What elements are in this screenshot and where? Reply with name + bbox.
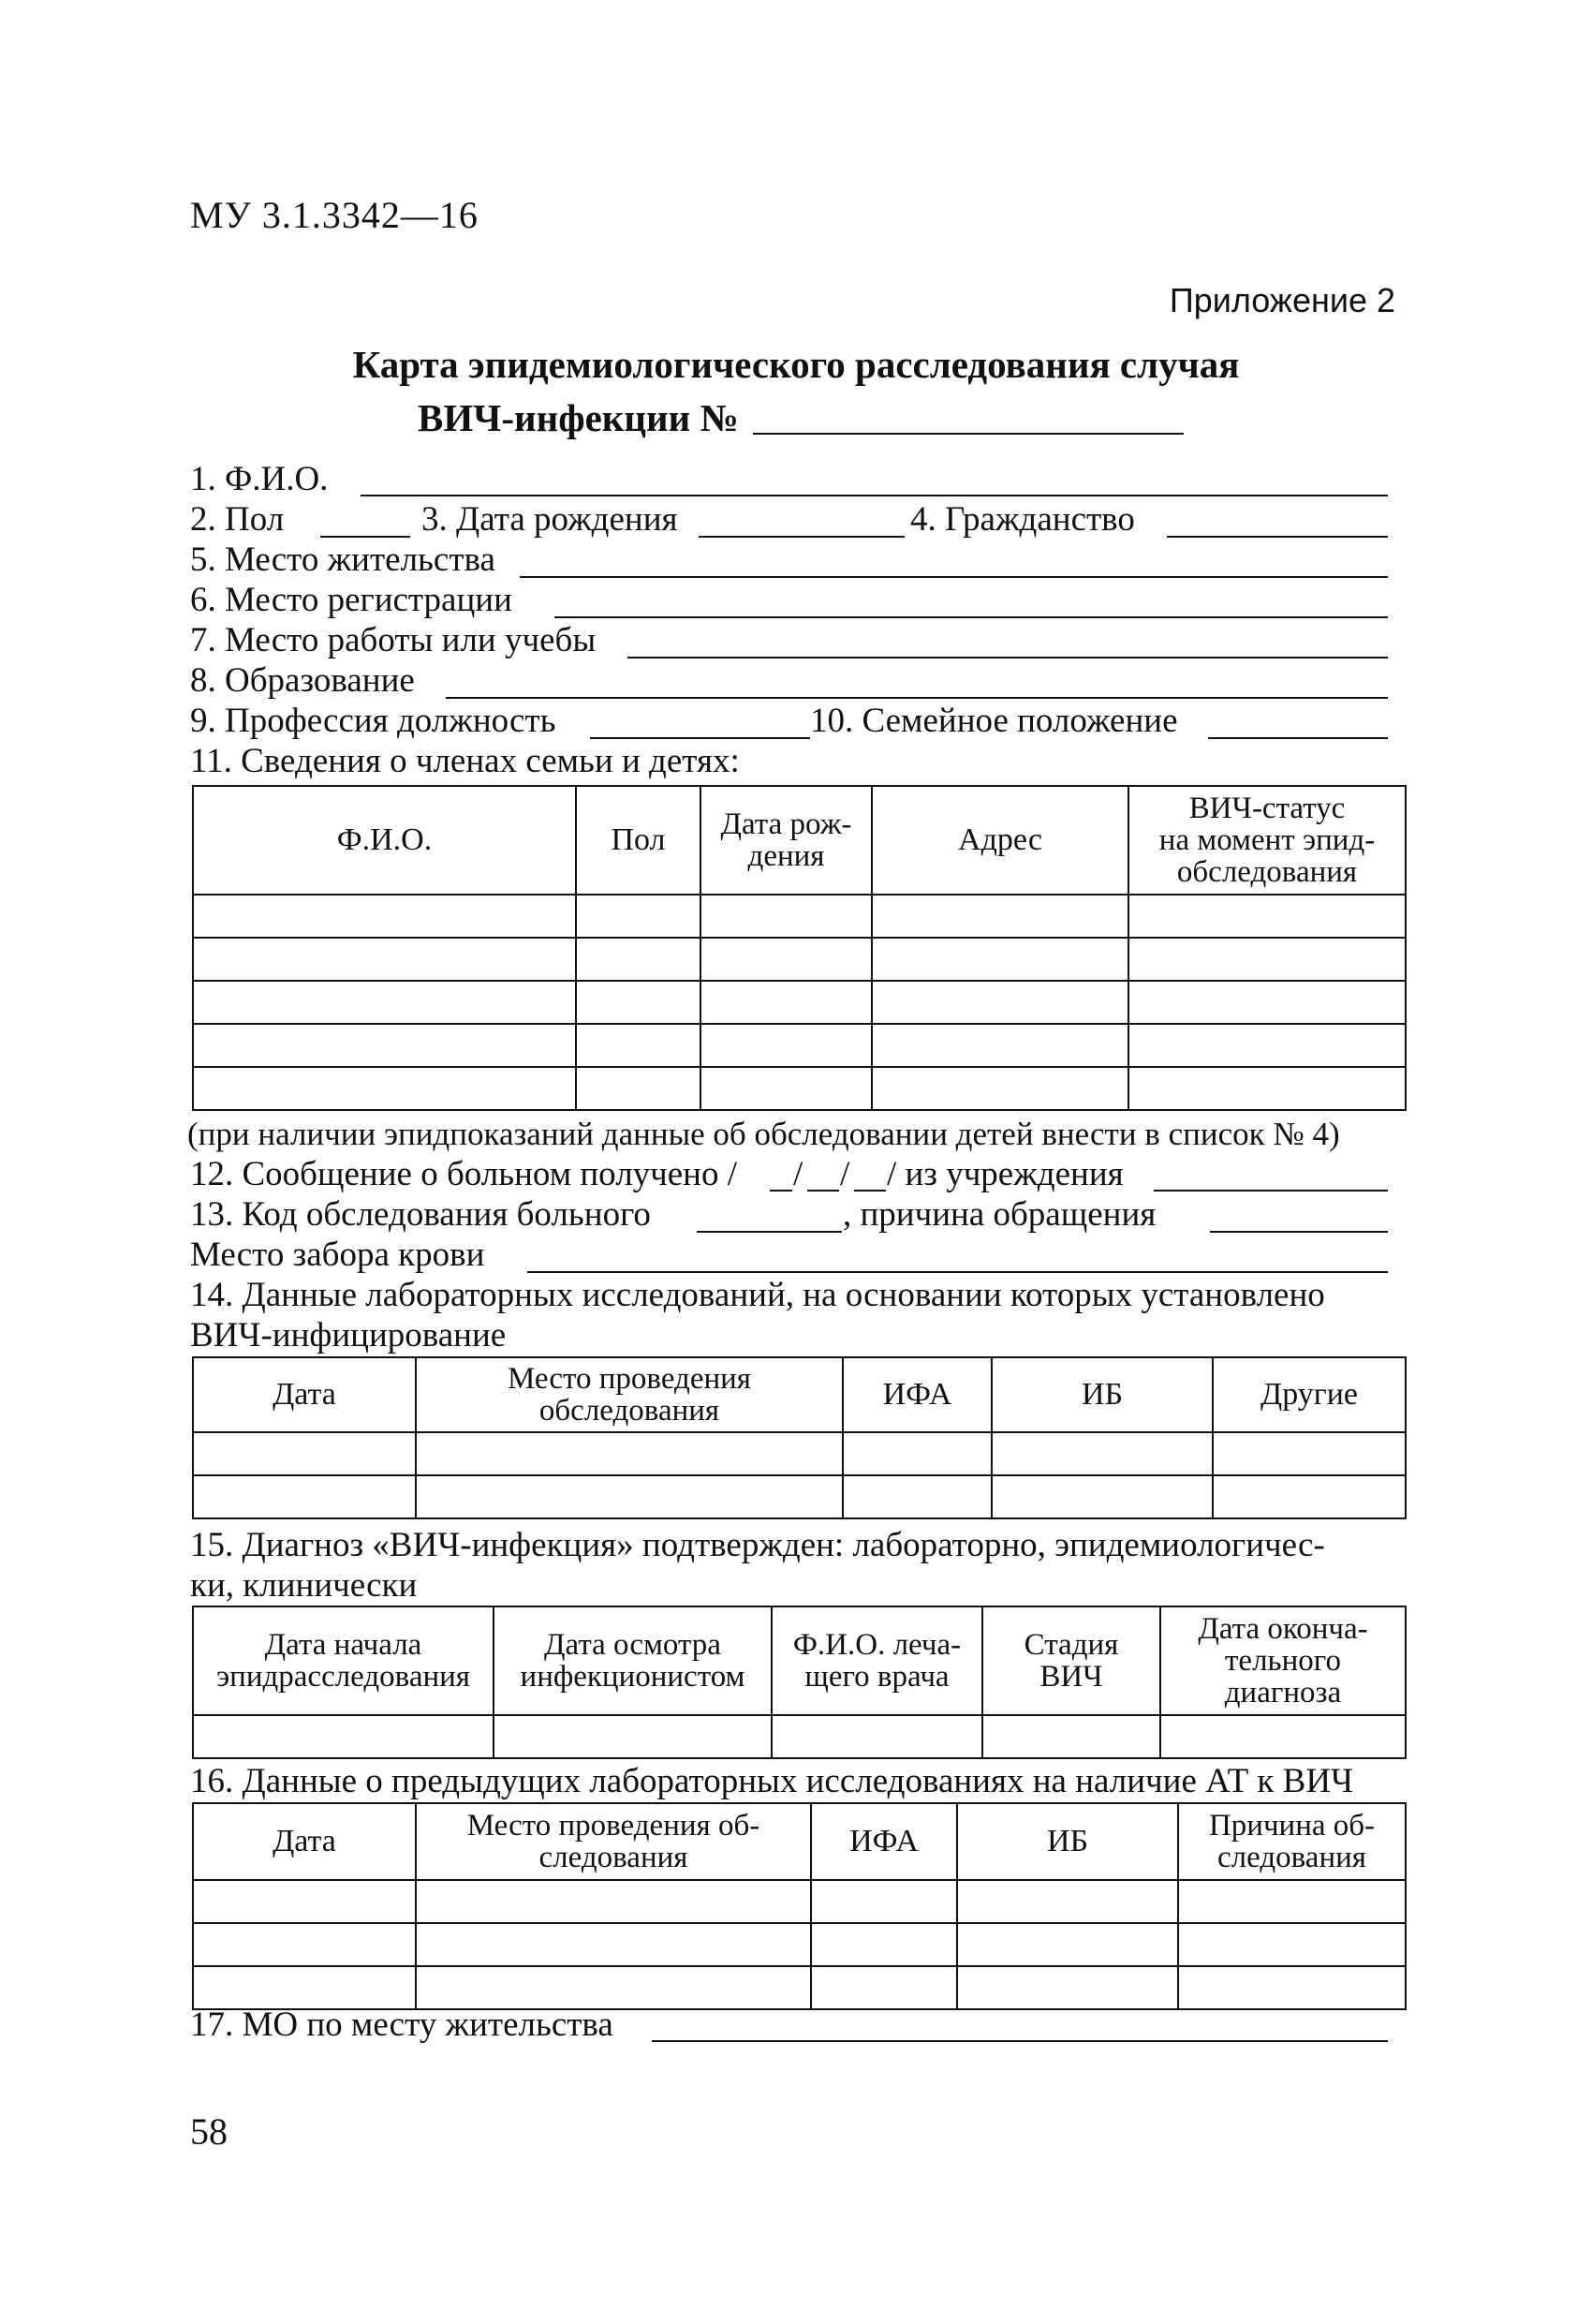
column-header: ИБ	[957, 1803, 1178, 1880]
field-label-family: 11. Сведения о членах семьи и детях:	[190, 742, 740, 780]
column-header	[1160, 1606, 1406, 1715]
registration-field[interactable]	[554, 616, 1388, 618]
family-table	[192, 785, 1407, 1111]
blood-site-field[interactable]	[527, 1271, 1388, 1273]
column-header-text: Дата оконча- тельного диагноза	[1198, 1612, 1368, 1710]
column-header-text: Стадия ВИЧ	[1024, 1628, 1119, 1694]
table-cell[interactable]	[576, 895, 700, 938]
field-label-registration: 6. Место регистрации	[190, 581, 512, 619]
field-label-report: 12. Сообщение о больном получено /	[190, 1155, 738, 1193]
page-number: 58	[190, 2110, 228, 2153]
form-title: Карта эпидемиологического расследования случая	[352, 343, 1240, 386]
column-header	[1178, 1803, 1406, 1880]
column-header: Дата	[193, 1357, 416, 1432]
table-cell[interactable]	[957, 1923, 1178, 1966]
table-cell[interactable]	[1128, 895, 1406, 938]
column-header	[700, 786, 872, 895]
table-cell[interactable]	[700, 938, 872, 981]
section-16-title: 16. Данные о предыдущих лабораторных исследованиях на наличие АТ к ВИЧ	[190, 1762, 1354, 1800]
table-row	[193, 981, 1406, 1024]
table-cell[interactable]	[700, 1067, 872, 1110]
table-cell[interactable]	[872, 1067, 1128, 1110]
table-cell[interactable]	[1213, 1432, 1406, 1475]
column-header-text: Ф.И.О. леча- щего врача	[792, 1628, 962, 1694]
table-cell[interactable]	[992, 1432, 1213, 1475]
column-header	[982, 1606, 1160, 1715]
education-field[interactable]	[446, 697, 1388, 699]
table-cell[interactable]	[416, 1966, 811, 2009]
table-cell[interactable]	[576, 981, 700, 1024]
table-cell[interactable]	[416, 1880, 811, 1923]
table-cell[interactable]	[1128, 938, 1406, 981]
table-cell[interactable]	[193, 895, 576, 938]
table-cell[interactable]	[700, 1024, 872, 1067]
column-header: ИФА	[843, 1357, 992, 1432]
table-row	[193, 1880, 1406, 1923]
appendix-label: Приложение 2	[1169, 281, 1395, 319]
field-label-reason: , причина обращения	[843, 1195, 1157, 1234]
citizenship-field[interactable]	[1167, 536, 1388, 538]
table-cell[interactable]	[193, 1880, 416, 1923]
exam-code-field[interactable]	[697, 1231, 842, 1233]
field-label-institution: / из учреждения	[887, 1155, 1124, 1193]
mo-field[interactable]	[652, 2040, 1388, 2042]
column-header: Дата	[193, 1803, 416, 1880]
column-header	[193, 1606, 494, 1715]
field-label-citizenship: 4. Гражданство	[910, 500, 1135, 539]
profession-field[interactable]	[590, 737, 810, 739]
column-header	[772, 1606, 982, 1715]
table-cell[interactable]	[872, 895, 1128, 938]
field-label-fio: 1. Ф.И.О.	[190, 460, 329, 498]
table-row	[193, 1024, 1406, 1067]
table-cell[interactable]	[872, 938, 1128, 981]
table-cell[interactable]	[193, 1923, 416, 1966]
section-14-title-cont: ВИЧ-инфицирование	[190, 1316, 507, 1354]
table-cell[interactable]	[957, 1880, 1178, 1923]
table-cell[interactable]	[843, 1432, 992, 1475]
table-row	[193, 938, 1406, 981]
section-14-title: 14. Данные лабораторных исследований, на основании которых установлено	[190, 1276, 1325, 1314]
table-cell[interactable]	[193, 1432, 416, 1475]
table-cell[interactable]	[193, 1966, 416, 2009]
table-cell[interactable]	[1178, 1966, 1406, 2009]
column-header: Ф.И.О.	[193, 786, 576, 895]
reason-field[interactable]	[1210, 1231, 1388, 1233]
date-separator: /	[793, 1155, 803, 1193]
column-header-text: Причина об- следования	[1208, 1809, 1376, 1874]
table-cell[interactable]	[193, 1067, 576, 1110]
column-header	[416, 1357, 843, 1432]
table-header-row	[193, 1606, 1406, 1715]
table-cell[interactable]	[193, 1024, 576, 1067]
column-header: ИБ	[992, 1357, 1213, 1432]
column-header: ИФА	[811, 1803, 957, 1880]
column-header-text: Место проведения об- следования	[466, 1809, 760, 1874]
work-field[interactable]	[627, 657, 1388, 659]
column-header: Другие	[1213, 1357, 1406, 1432]
field-label-work: 7. Место работы или учебы	[190, 621, 597, 659]
table-cell[interactable]	[494, 1715, 772, 1758]
table-cell[interactable]	[957, 1966, 1178, 2009]
table-row	[193, 1966, 1406, 2009]
column-header-text: Дата рож- дения	[720, 807, 852, 873]
children-note: (при наличии эпидпоказаний данные об обследовании детей внести в список № 4)	[187, 1116, 1340, 1152]
table-row	[193, 1432, 1406, 1475]
table-cell[interactable]	[1178, 1923, 1406, 1966]
column-header-text: Дата начала эпидрасследования	[216, 1628, 470, 1694]
column-header-text: ВИЧ-статус на момент эпид- обследования	[1158, 792, 1376, 889]
fio-field[interactable]	[361, 495, 1388, 496]
table-cell[interactable]	[193, 981, 576, 1024]
table-cell[interactable]	[772, 1715, 982, 1758]
table-cell[interactable]	[1128, 1024, 1406, 1067]
column-header-text: Дата осмотра инфекционистом	[520, 1628, 745, 1694]
field-label-residence: 5. Место жительства	[190, 540, 495, 579]
table-cell[interactable]	[992, 1475, 1213, 1518]
table-cell[interactable]	[1160, 1715, 1406, 1758]
table-cell[interactable]	[811, 1966, 957, 2009]
table-cell[interactable]	[843, 1475, 992, 1518]
report-year-field[interactable]	[854, 1190, 886, 1192]
table-cell[interactable]	[700, 895, 872, 938]
sex-field[interactable]	[320, 536, 410, 538]
table-cell[interactable]	[1128, 1067, 1406, 1110]
section-15-title-cont: ки, клинически	[190, 1566, 418, 1605]
lab-results-table	[192, 1356, 1407, 1519]
table-cell[interactable]	[193, 1475, 416, 1518]
table-row	[193, 895, 1406, 938]
field-label-mo: 17. МО по месту жительства	[190, 2006, 613, 2044]
previous-tests-table	[192, 1802, 1407, 2010]
column-header-text: Место проведения обследования	[508, 1362, 751, 1428]
table-row	[193, 1715, 1406, 1758]
table-cell[interactable]	[811, 1880, 957, 1923]
field-label-profession: 9. Профессия должность	[190, 702, 556, 740]
table-cell[interactable]	[811, 1923, 957, 1966]
table-header-row	[193, 1357, 1406, 1432]
field-label-blood-site: Место забора крови	[190, 1236, 485, 1274]
date-separator: /	[840, 1155, 850, 1193]
table-cell[interactable]	[576, 1067, 700, 1110]
residence-field[interactable]	[520, 576, 1388, 578]
table-cell[interactable]	[416, 1923, 811, 1966]
table-cell[interactable]	[1213, 1475, 1406, 1518]
table-cell[interactable]	[193, 1715, 494, 1758]
table-cell[interactable]	[872, 981, 1128, 1024]
column-header	[1128, 786, 1406, 895]
report-day-field[interactable]	[770, 1190, 792, 1192]
section-15-title: 15. Диагноз «ВИЧ-инфекция» подтвержден: лабораторно, эпидемиологичес-	[190, 1526, 1325, 1564]
report-month-field[interactable]	[807, 1190, 839, 1192]
birthdate-field[interactable]	[699, 536, 905, 538]
field-label-exam-code: 13. Код обследования больного	[190, 1195, 651, 1234]
case-number-field[interactable]	[753, 433, 1184, 435]
field-label-sex: 2. Пол	[190, 500, 285, 539]
table-cell[interactable]	[416, 1432, 843, 1475]
column-header: Адрес	[872, 786, 1128, 895]
column-header	[416, 1803, 811, 1880]
document-code: МУ 3.1.3342—16	[190, 194, 479, 236]
table-row	[193, 1923, 1406, 1966]
table-cell[interactable]	[193, 938, 576, 981]
table-header-row	[193, 1803, 1406, 1880]
institution-field[interactable]	[1154, 1190, 1388, 1192]
table-cell[interactable]	[982, 1715, 1160, 1758]
form-title-number: ВИЧ-инфекции №	[418, 396, 739, 439]
table-cell[interactable]	[576, 938, 700, 981]
column-header: Пол	[576, 786, 700, 895]
marital-field[interactable]	[1208, 737, 1388, 739]
field-label-education: 8. Образование	[190, 661, 415, 700]
table-cell[interactable]	[1128, 981, 1406, 1024]
column-header	[494, 1606, 772, 1715]
table-cell[interactable]	[872, 1024, 1128, 1067]
field-label-birthdate: 3. Дата рождения	[421, 500, 678, 539]
diagnosis-table	[192, 1606, 1407, 1759]
field-label-marital: 10. Семейное положение	[810, 702, 1178, 740]
table-cell[interactable]	[1178, 1880, 1406, 1923]
table-cell[interactable]	[576, 1024, 700, 1067]
table-cell[interactable]	[416, 1475, 843, 1518]
table-row	[193, 1475, 1406, 1518]
table-row	[193, 1067, 1406, 1110]
table-header-row	[193, 786, 1406, 895]
table-cell[interactable]	[700, 981, 872, 1024]
